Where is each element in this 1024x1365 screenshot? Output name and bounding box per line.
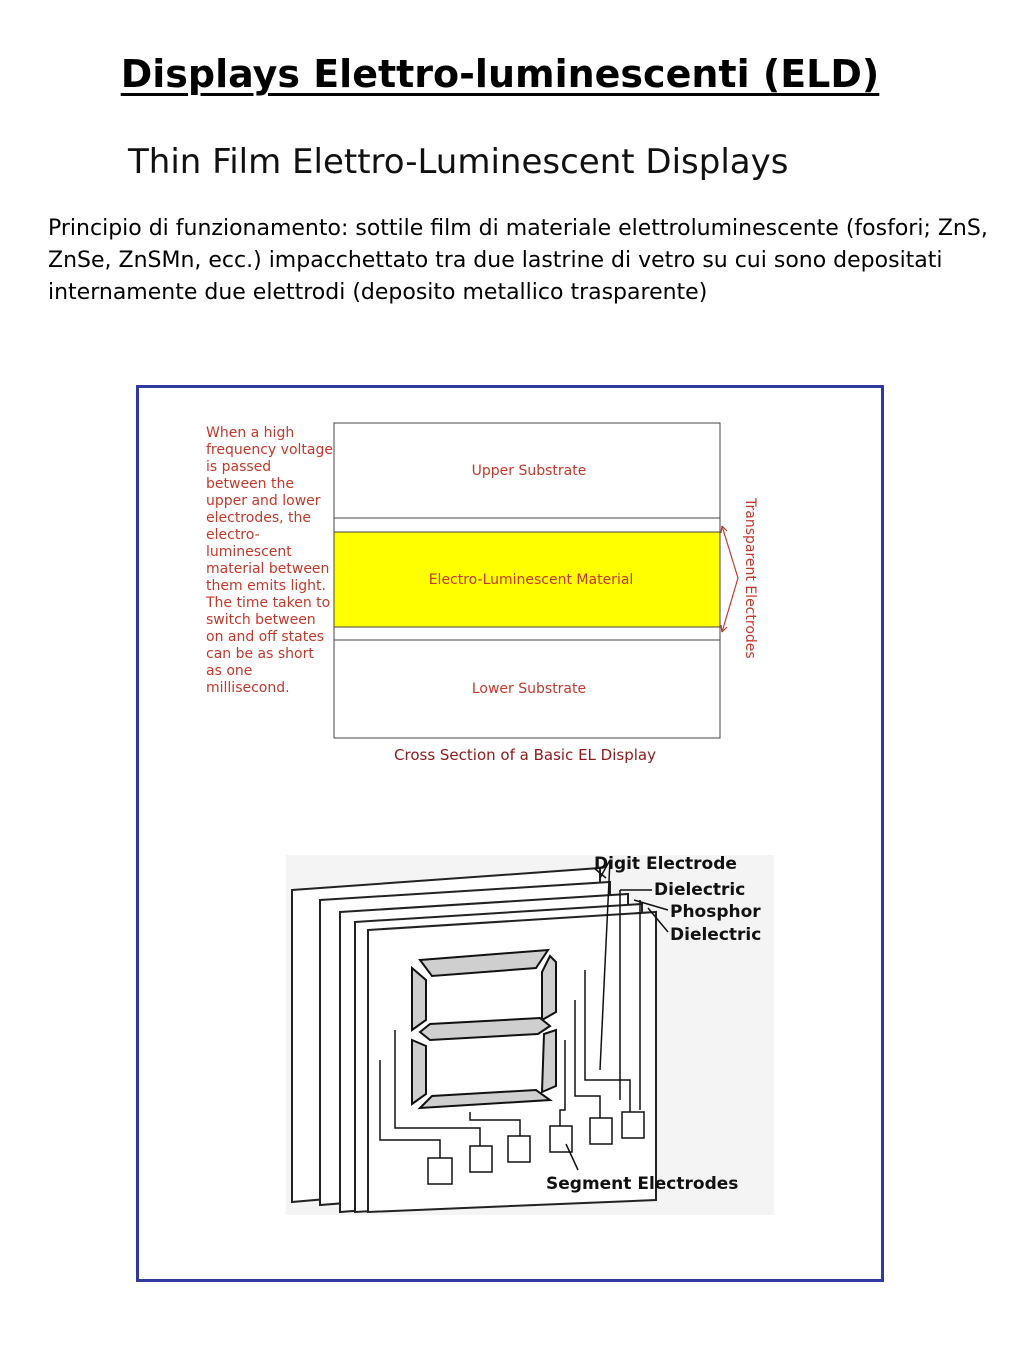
electrode-arrow-upper [722, 526, 738, 578]
pad-3 [508, 1136, 530, 1162]
segment-display-diagram [286, 854, 774, 1215]
pad-5 [590, 1118, 612, 1144]
segment-electrodes-label: Segment Electrodes [546, 1174, 739, 1194]
lower-electrode-layer [334, 627, 720, 640]
pad-2 [470, 1146, 492, 1172]
electrode-arrow-lower [722, 578, 738, 632]
cross-section-diagram [334, 423, 758, 764]
dielectric-label-1: Dielectric [654, 880, 746, 900]
transparent-electrodes-label: Transparent Electrodes [742, 498, 758, 659]
page-subtitle: Thin Film Elettro-Luminescent Displays [128, 142, 789, 182]
el-material-label: Electro-Luminescent Material [428, 572, 634, 588]
pad-1 [428, 1158, 452, 1184]
cross-section-caption: Cross Section of a Basic EL Display [394, 746, 656, 764]
pad-6 [622, 1112, 644, 1138]
segment-f [412, 968, 426, 1030]
body-paragraph: Principio di funzionamento: sottile film di materiale elettroluminescente (fosfori; ZnS, ZnSe, ZnSMn, ecc.) impacchettato tra due lastrine di vetro su cui sono depositati internamente due elettrodi (deposito metallico trasparente) [48, 216, 988, 305]
cross-section-note: When a high frequency voltage is passed between the upper and lower electrodes, the electro-luminescent material between them emits light. The time taken to switch between on and off states can be as short as one millisecond. [206, 425, 333, 696]
digit-electrode-label: Digit Electrode [594, 854, 737, 874]
upper-substrate-label: Upper Substrate [471, 463, 587, 479]
segment-e [412, 1040, 426, 1104]
segment-c [542, 1030, 556, 1092]
phosphor-label: Phosphor [670, 902, 761, 922]
upper-electrode-layer [334, 518, 720, 532]
lower-substrate-label: Lower Substrate [471, 681, 587, 697]
dielectric-label-2: Dielectric [670, 925, 762, 945]
page-title: Displays Elettro-luminescenti (ELD) [120, 52, 880, 96]
segment-b [542, 956, 556, 1020]
